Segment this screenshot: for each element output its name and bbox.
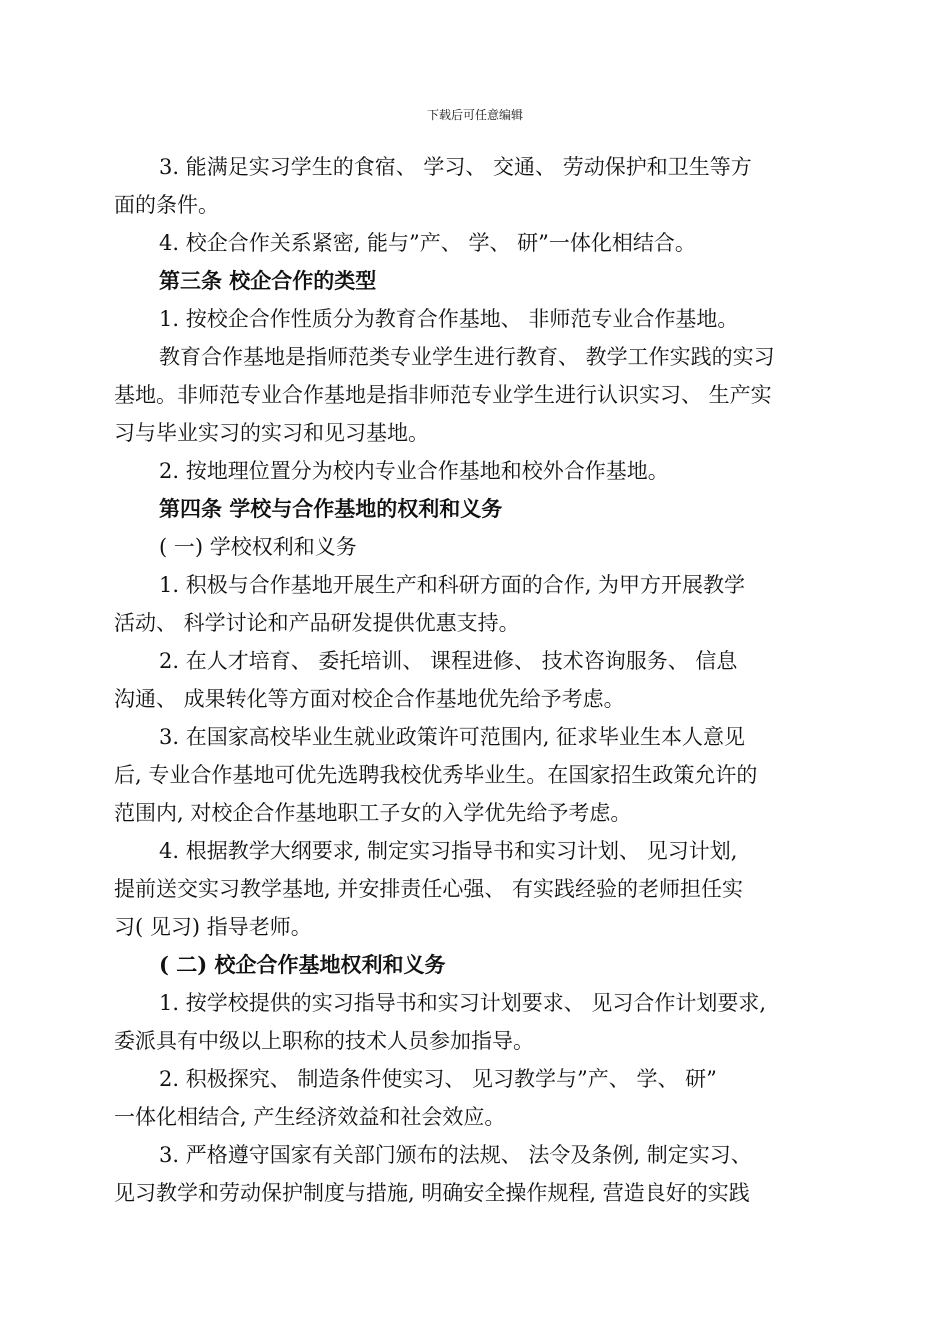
text-line: 后, 专业合作基地可优先选聘我校优秀毕业生。在国家招生政策允许的 [114,763,758,787]
text-line: ( 一) 学校权利和义务 [159,535,357,559]
section-heading: 第四条 学校与合作基地的权利和义务 [159,496,503,521]
text-line: 提前送交实习教学基地, 并安排责任心强、 有实践经验的老师担任实 [114,877,744,901]
text-line: 见习教学和劳动保护制度与措施, 明确安全操作规程, 营造良好的实践 [114,1181,750,1205]
document-body [114,148,836,1212]
text-line: 3. 严格遵守国家有关部门颁布的法规、 法令及条例, 制定实习、 [159,1143,752,1167]
text-line: 2. 积极探究、 制造条件使实习、 见习教学与”产、 学、 研” [159,1067,717,1091]
text-line: 沟通、 成果转化等方面对校企合作基地优先给予考虑。 [114,687,625,711]
text-line: 教育合作基地是指师范类专业学生进行教育、 教学工作实践的实习 [159,345,775,369]
text-line: 1. 积极与合作基地开展生产和科研方面的合作, 为甲方开展教学 [159,573,746,597]
text-line: 习( 见习) 指导老师。 [114,915,312,939]
text-line: 1. 按校企合作性质分为教育合作基地、 非师范专业合作基地。 [159,307,739,331]
text-line: 委派具有中级以上职称的技术人员参加指导。 [114,1029,534,1053]
text-line: 基地。非师范专业合作基地是指非师范专业学生进行认识实习、 生产实 [114,383,772,407]
text-line: 一体化相结合, 产生经济效益和社会效应。 [114,1105,506,1129]
page-header: 下载后可任意编辑 [426,108,523,122]
text-line: 范围内, 对校企合作基地职工子女的入学优先给予考虑。 [114,801,632,825]
section-heading: 第三条 校企合作的类型 [159,268,377,293]
text-line: 习与毕业实习的实习和见习基地。 [114,421,429,445]
text-line: 2. 在人才培育、 委托培训、 课程进修、 技术咨询服务、 信息 [159,649,738,673]
text-line: 2. 按地理位置分为校内专业合作基地和校外合作基地。 [159,459,669,483]
text-line: 1. 按学校提供的实习指导书和实习计划要求、 见习合作计划要求, [159,991,767,1015]
text-line: 活动、 科学讨论和产品研发提供优惠支持。 [114,611,520,635]
section-heading: ( 二) 校企合作基地权利和义务 [159,952,446,977]
text-line: 3. 能满足实习学生的食宿、 学习、 交通、 劳动保护和卫生等方 [159,155,752,179]
text-line: 3. 在国家高校毕业生就业政策许可范围内, 征求毕业生本人意见 [159,725,746,749]
text-line: 面的条件。 [114,193,219,217]
text-line: 4. 根据教学大纲要求, 制定实习指导书和实习计划、 见习计划, [159,839,738,863]
text-line: 4. 校企合作关系紧密, 能与”产、 学、 研”一体化相结合。 [159,231,696,255]
